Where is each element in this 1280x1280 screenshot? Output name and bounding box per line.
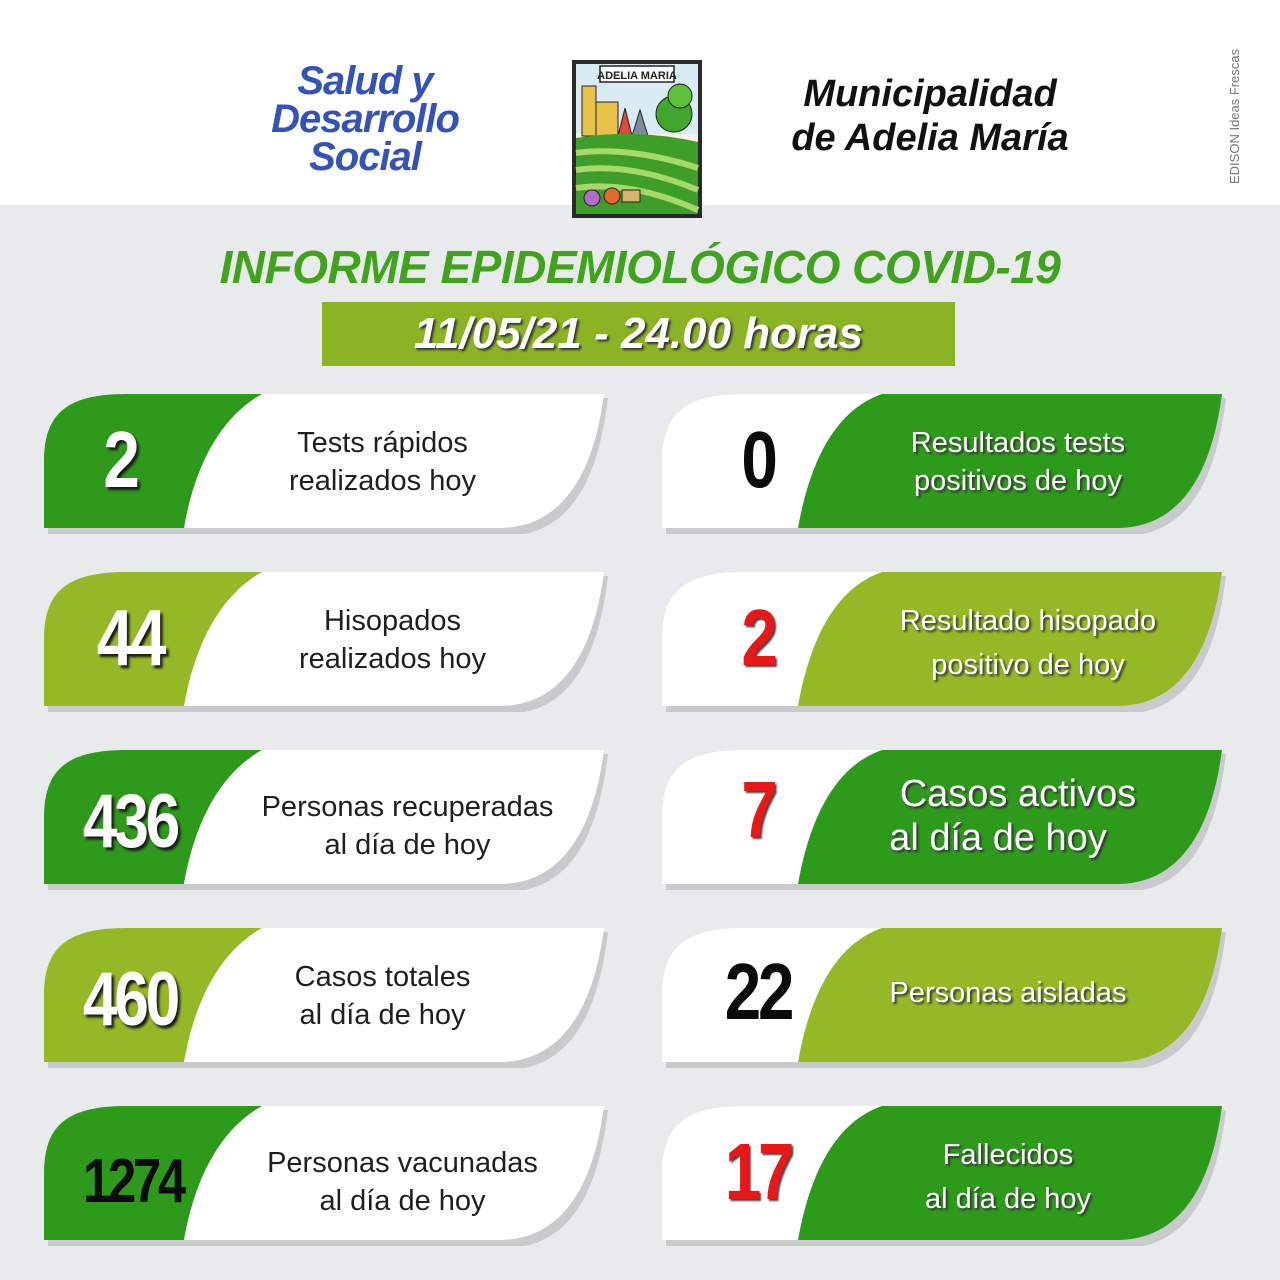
stat-card-active-cases — [658, 748, 1230, 890]
logo-text: ADELIA MARIA — [597, 70, 677, 82]
stat-label: Casos activos al día de hoy — [889, 773, 1137, 859]
report-date: 11/05/21 - 24.00 horas — [322, 302, 955, 366]
adelia-maria-logo — [570, 58, 704, 220]
stat-value: 436 — [82, 779, 178, 864]
report-title: INFORME EPIDEMIOLÓGICO COVID-19 — [219, 241, 1061, 293]
stat-card-deaths — [658, 1104, 1230, 1246]
stat-card-vaccinated — [40, 1104, 612, 1246]
stat-label: Personas vacunadas al día de hoy — [267, 1147, 538, 1217]
stat-value: 0 — [741, 415, 775, 504]
stat-label: Personas recuperadas al día de hoy — [261, 791, 554, 861]
stat-value: 44 — [96, 593, 164, 682]
stat-value: 17 — [724, 1127, 792, 1216]
stat-card-recovered — [40, 748, 612, 890]
stat-label: Tests rápidos realizados hoy — [289, 427, 476, 497]
stat-value: 22 — [724, 947, 792, 1036]
municipality-name: Municipalidad de Adelia María — [791, 73, 1069, 159]
stat-label: Casos totales al día de hoy — [294, 961, 471, 1031]
stat-label: Hisopados realizados hoy — [299, 605, 486, 675]
stat-card-swabs — [40, 570, 612, 712]
stat-card-total-cases — [40, 926, 612, 1068]
stat-card-positive-swab — [658, 570, 1230, 712]
stat-value: 2 — [741, 593, 775, 682]
stat-label: Resultado hisopado positivo de hoy — [899, 605, 1157, 681]
stat-card-positive-tests — [658, 392, 1230, 534]
stat-value: 2 — [103, 415, 137, 504]
header-banner — [0, 0, 1280, 205]
stat-value: 460 — [82, 957, 178, 1042]
stat-card-isolated — [658, 926, 1230, 1068]
ministry-name: Salud y Desarrollo Social — [271, 59, 459, 179]
stat-card-rapid-tests — [40, 392, 612, 534]
stat-value: 7 — [741, 765, 775, 854]
stat-label: Resultados tests positivos de hoy — [910, 427, 1126, 497]
stat-label: Fallecidos al día de hoy — [924, 1139, 1092, 1215]
designer-credit: EDISON Ideas Frescas — [1227, 48, 1242, 184]
stat-label: Personas aisladas — [889, 977, 1127, 1009]
stat-value: 1274 — [83, 1147, 183, 1216]
